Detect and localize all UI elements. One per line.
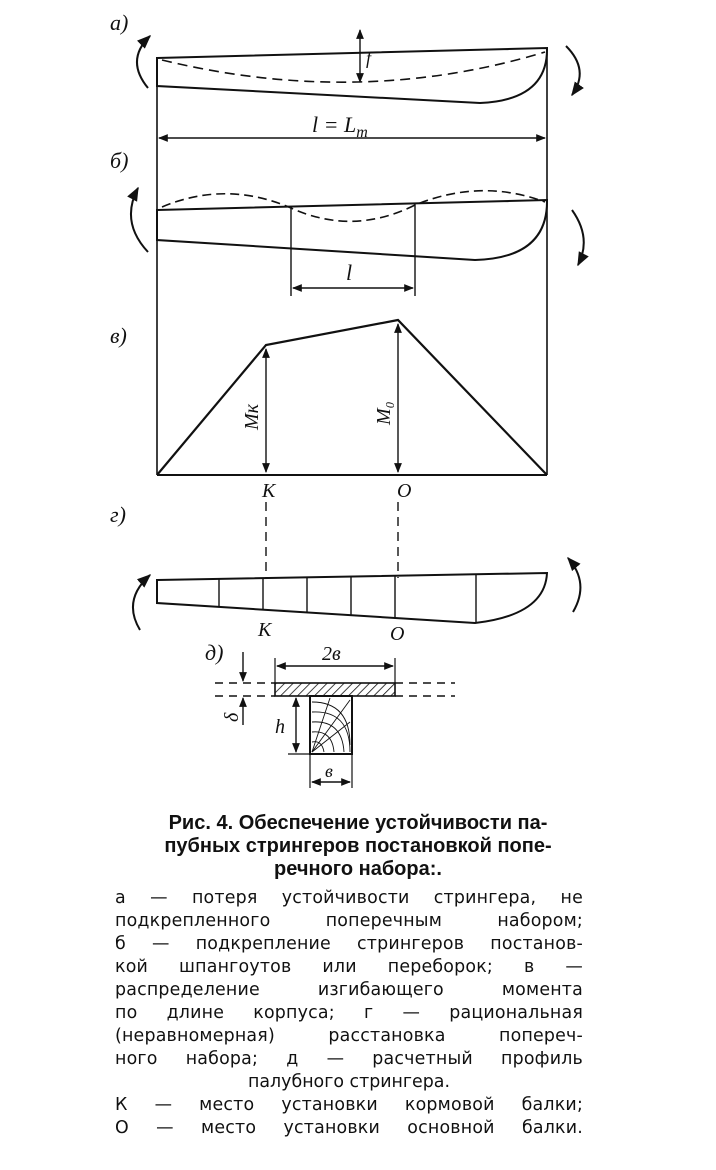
caption-legend-line: К — место установки кормовой балки;	[115, 1095, 583, 1115]
caption-body-line: подкрепленного поперечным набором;	[115, 911, 583, 931]
caption-body-line: б — подкрепление стрингеров постанов-	[115, 934, 583, 954]
panel-g-label: г)	[110, 502, 126, 527]
deck-plate	[275, 683, 395, 696]
thickness-label: δ	[221, 712, 243, 722]
moment-diagram	[157, 320, 547, 475]
rotation-arrow-left-g	[133, 575, 150, 630]
caption-body-line: распределение изгибающего момента	[115, 980, 583, 1000]
width-b-label: в	[325, 761, 333, 781]
point-k2-label: К	[258, 619, 272, 641]
caption-body-line: по длине корпуса; г — рациональная	[115, 1003, 583, 1023]
hull-profile-g	[157, 573, 547, 623]
panel-d-label: д)	[205, 640, 224, 665]
caption-title-line: речного набора:.	[274, 858, 442, 880]
panel-b-label: б)	[110, 148, 129, 173]
rotation-arrow-right-a	[566, 46, 580, 95]
hull-profile-b	[157, 200, 547, 260]
caption-body-line: кой шпангоутов или переборок; в —	[115, 957, 583, 977]
rotation-arrow-right-g	[568, 558, 580, 612]
total-length-label: $l = L_m$	[312, 112, 368, 141]
width-2b-label: 2в	[322, 643, 341, 665]
buckled-stringer-b	[162, 191, 545, 222]
figure-caption-title	[80, 812, 636, 881]
caption-body-line: а — потеря устойчивости стрингера, не	[115, 888, 583, 908]
moment-o-label: M₀	[373, 401, 395, 425]
figure-caption-body	[115, 887, 583, 1140]
point-k-label: К	[262, 480, 276, 502]
point-o-label: О	[397, 480, 412, 502]
caption-legend-line: О — место установки основной балки.	[115, 1118, 583, 1138]
caption-title-line: Рис. 4. Обеспечение устойчивости па-	[168, 812, 548, 834]
panel-v-label: в)	[110, 323, 127, 348]
panel-b	[110, 148, 584, 296]
moment-k-label: Mк	[241, 403, 263, 430]
point-o2-label: О	[390, 623, 405, 645]
panel-g	[110, 502, 580, 645]
rotation-arrow-left-a	[137, 36, 150, 88]
caption-body-last-line: палубного стрингера.	[248, 1072, 450, 1092]
deflection-label: f	[366, 48, 372, 68]
caption-body-line: ного набора; д — расчетный профиль	[115, 1049, 583, 1069]
projection-lines	[266, 502, 398, 578]
panel-d	[205, 640, 455, 788]
rotation-arrow-left-b	[131, 188, 148, 252]
panel-v	[110, 320, 547, 502]
panel-a	[110, 10, 580, 141]
height-label: h	[275, 716, 285, 738]
rotation-arrow-right-b	[572, 210, 584, 265]
caption-body-line: (неравномерная) расстановка попереч-	[115, 1026, 583, 1046]
hull-profile-a	[157, 48, 547, 103]
caption-title-line: пубных стрингеров постановкой попе-	[164, 835, 552, 857]
panel-a-label: а)	[110, 10, 129, 35]
span-label: l	[346, 260, 353, 285]
